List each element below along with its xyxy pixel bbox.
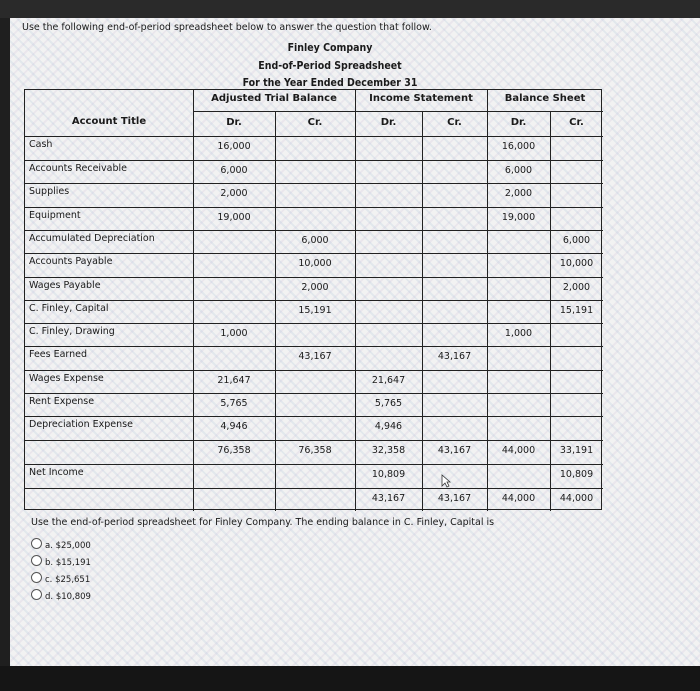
grid-line: [25, 416, 603, 417]
radio-icon[interactable]: [31, 572, 42, 583]
mouse-cursor-icon: [441, 474, 451, 488]
radio-icon[interactable]: [31, 538, 42, 549]
grid-line: [25, 277, 603, 278]
cell-bs-cr: 33,191: [559, 445, 594, 456]
grid-line: [193, 111, 603, 112]
cell-bs-dr: 1,000: [504, 328, 533, 339]
grid-line: [25, 464, 603, 465]
cell-atb-dr: 1,000: [220, 328, 248, 339]
account-title: Wages Payable: [29, 280, 101, 291]
radio-icon[interactable]: [31, 589, 42, 600]
cell-is-dr: 21,647: [371, 375, 406, 386]
option-a[interactable]: [31, 538, 91, 551]
cell-atb-cr: 43,167: [298, 351, 332, 362]
option-text: $15,191: [55, 558, 91, 568]
grid-line: [25, 370, 603, 371]
cell-bs-cr: 15,191: [559, 305, 594, 316]
cell-is-dr: 32,358: [371, 445, 406, 456]
cell-atb-dr: 2,000: [220, 188, 248, 199]
cell-atb-dr: 76,358: [217, 445, 251, 456]
cell-bs-dr: 16,000: [501, 141, 536, 152]
cell-bs-dr: 44,000: [501, 493, 536, 504]
spreadsheet-table: [24, 89, 602, 510]
period-title: For the Year Ended December 31: [242, 77, 418, 89]
cell-atb-dr: 4,946: [220, 421, 248, 432]
account-title: Depreciation Expense: [29, 419, 133, 430]
cell-atb-cr: 76,358: [298, 445, 332, 456]
cell-bs-cr: 10,809: [559, 469, 594, 480]
option-text: $25,000: [55, 541, 91, 551]
account-title: Fees Earned: [29, 349, 88, 360]
company-name: Finley Company: [287, 42, 373, 54]
cell-bs-cr: 44,000: [559, 493, 594, 504]
option-text: $25,651: [55, 575, 91, 585]
grid-line: [25, 253, 603, 254]
grid-line: [25, 393, 603, 394]
account-title-header: Account Title: [71, 116, 147, 127]
cell-is-cr: 43,167: [437, 445, 472, 456]
account-title: C. Finley, Capital: [29, 303, 109, 314]
option-d[interactable]: [31, 589, 91, 602]
cell-atb-cr: 6,000: [301, 235, 329, 246]
cell-is-dr: 5,765: [374, 398, 403, 409]
grid-line: [25, 136, 603, 137]
cell-bs-cr: 6,000: [562, 235, 591, 246]
account-title: Cash: [29, 139, 53, 150]
question-text: Use the end-of-period spreadsheet for Finley Company. The ending balance in C. Finley, Capital is: [31, 517, 495, 528]
group-header-bs: Balance Sheet: [504, 93, 586, 104]
account-title: Wages Expense: [29, 373, 104, 384]
account-title: Accounts Payable: [29, 256, 113, 267]
cell-bs-dr: 2,000: [504, 188, 533, 199]
group-header-atb: Adjusted Trial Balance: [211, 93, 337, 104]
cr-header: Cr.: [447, 117, 462, 128]
cell-is-cr: 43,167: [437, 493, 472, 504]
bottom-bar: [0, 666, 700, 691]
option-letter: c.: [45, 575, 53, 585]
group-header-is: Income Statement: [369, 93, 473, 104]
cell-atb-cr: 2,000: [301, 282, 329, 293]
grid-line: [25, 207, 603, 208]
cell-atb-dr: 21,647: [217, 375, 251, 386]
cell-atb-cr: 15,191: [298, 305, 332, 316]
cell-atb-cr: 10,000: [298, 258, 332, 269]
cell-bs-dr: 44,000: [501, 445, 536, 456]
account-title: Accumulated Depreciation: [29, 233, 155, 244]
grid-line: [25, 346, 603, 347]
option-letter: a.: [45, 541, 53, 551]
prompt-text: Use the following end-of-period spreadsheet below to answer the question that follow.: [22, 22, 432, 33]
radio-icon[interactable]: [31, 555, 42, 566]
account-title: Net Income: [29, 467, 84, 478]
option-b[interactable]: [31, 555, 91, 568]
worksheet-page: [10, 18, 700, 666]
cell-bs-dr: 19,000: [501, 212, 536, 223]
cell-atb-dr: 19,000: [217, 212, 251, 223]
option-letter: d.: [45, 592, 54, 602]
cell-atb-dr: 16,000: [217, 141, 251, 152]
dr-header: Dr.: [380, 117, 397, 128]
grid-line: [25, 440, 603, 441]
sheet-title: End-of-Period Spreadsheet: [258, 60, 402, 72]
account-title: C. Finley, Drawing: [29, 326, 115, 337]
dr-header: Dr.: [510, 117, 527, 128]
account-title: Rent Expense: [29, 396, 95, 407]
cell-is-cr: 43,167: [437, 351, 472, 362]
cell-bs-cr: 10,000: [559, 258, 594, 269]
option-letter: b.: [45, 558, 54, 568]
top-bar: [0, 0, 700, 18]
grid-line: [25, 230, 603, 231]
option-c[interactable]: [31, 572, 90, 585]
grid-line: [25, 323, 603, 324]
grid-line: [25, 488, 603, 489]
account-title: Equipment: [29, 210, 81, 221]
grid-line: [25, 183, 603, 184]
cell-bs-dr: 6,000: [504, 165, 533, 176]
cell-is-dr: 10,809: [371, 469, 406, 480]
dr-header: Dr.: [226, 117, 242, 128]
cell-bs-cr: 2,000: [562, 282, 591, 293]
cr-header: Cr.: [569, 117, 584, 128]
cell-atb-dr: 5,765: [220, 398, 248, 409]
account-title: Supplies: [29, 186, 70, 197]
cell-is-dr: 4,946: [374, 421, 403, 432]
cell-atb-dr: 6,000: [220, 165, 248, 176]
option-text: $10,809: [55, 592, 91, 602]
cr-header: Cr.: [307, 117, 323, 128]
grid-line: [25, 160, 603, 161]
account-title: Accounts Receivable: [29, 163, 128, 174]
grid-line: [25, 300, 603, 301]
cell-is-dr: 43,167: [371, 493, 406, 504]
